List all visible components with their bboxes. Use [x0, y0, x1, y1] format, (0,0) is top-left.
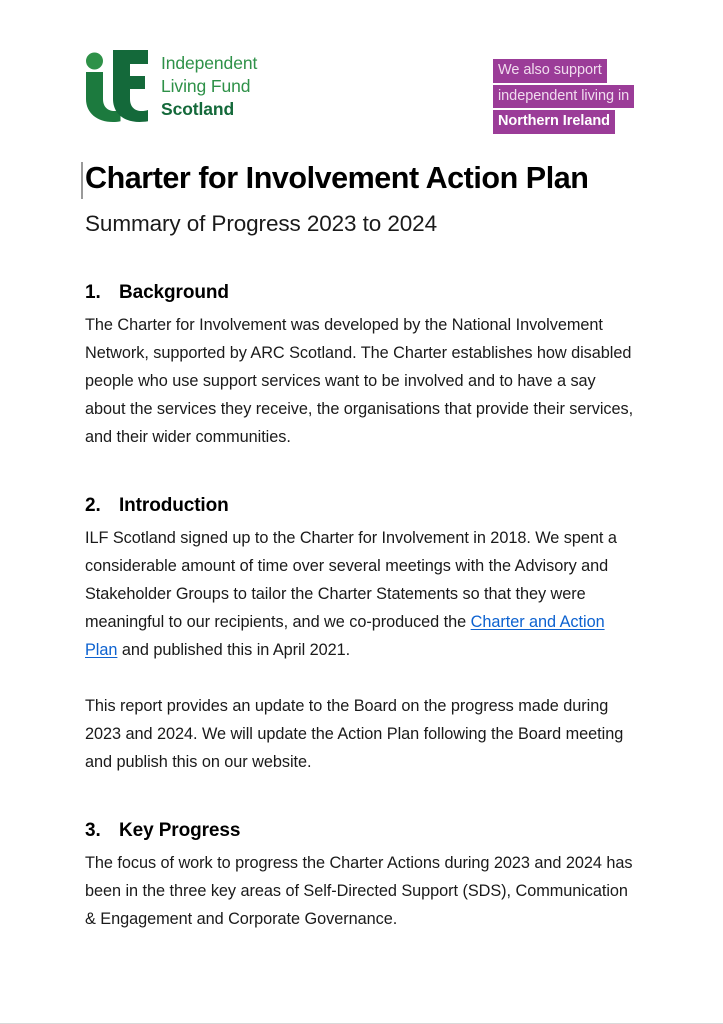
charter-and-action-plan-link[interactable]: Charter and Action Plan — [85, 613, 605, 660]
section-heading-3 — [85, 820, 637, 842]
section-1-paragraph-1: The Charter for Involvement was developed by the National Involvement Network, supported by ARC Scotland. The Charter establishes how disabled people who use support services want to be involved and to have a say about the services they receive, the organisations that provide their services, and their wider communities. — [85, 316, 634, 447]
section-key-progress — [85, 820, 637, 933]
northern-ireland-badge — [493, 59, 634, 134]
section-number-3: 3. — [85, 820, 101, 842]
intro-text-after-link: and published this in April 2021. — [117, 641, 351, 660]
ni-badge-line-3: Northern Ireland — [493, 110, 615, 134]
page-title: Charter for Involvement Action Plan — [85, 161, 589, 195]
logo-line-living-fund: Living Fund — [161, 75, 251, 96]
text-cursor-caret — [81, 162, 83, 199]
ilf-logo-mark-icon — [86, 50, 148, 122]
section-2-paragraph-1 — [85, 524, 637, 664]
section-background — [85, 282, 637, 451]
section-2-paragraph-2: This report provides an update to the Board on the progress made during 2023 and 2024. We will update the Action Plan following the Board meeting and publish this on our website. — [85, 697, 624, 772]
intro-text-before-link: ILF Scotland signed up to the Charter for Involvement in 2018. We spent a considerable amount of time over several meetings with the Advisory and Stakeholder Groups to tailor the Charter Statements so that they were meaningful to our recipients, and we co-produced the — [85, 529, 617, 632]
section-3-paragraph-1: The focus of work to progress the Charter Actions during 2023 and 2024 has been in the three key areas of Self-Directed Support (SDS), Communication & Engagement and Corporate Governance. — [85, 854, 633, 929]
section-title-3: Key Progress — [119, 820, 241, 842]
ni-badge-line-2: independent living in — [493, 85, 634, 109]
section-title-2: Introduction — [119, 495, 229, 517]
logo-line-independent: Independent — [161, 53, 258, 73]
document-title-block — [85, 160, 637, 197]
section-introduction — [85, 495, 637, 776]
section-number-1: 1. — [85, 282, 101, 304]
ilf-logo-wordmark — [161, 52, 257, 120]
logo-line-scotland: Scotland — [161, 98, 235, 119]
section-heading-1 — [85, 282, 637, 304]
ni-badge-line-1: We also support — [493, 59, 607, 83]
ilf-scotland-logo — [86, 50, 257, 122]
section-heading-2 — [85, 495, 637, 517]
section-title-1: Background — [119, 282, 229, 304]
document-header — [0, 0, 723, 150]
page-subtitle: Summary of Progress 2023 to 2024 — [85, 211, 437, 237]
document-body — [85, 160, 637, 933]
section-number-2: 2. — [85, 495, 101, 517]
